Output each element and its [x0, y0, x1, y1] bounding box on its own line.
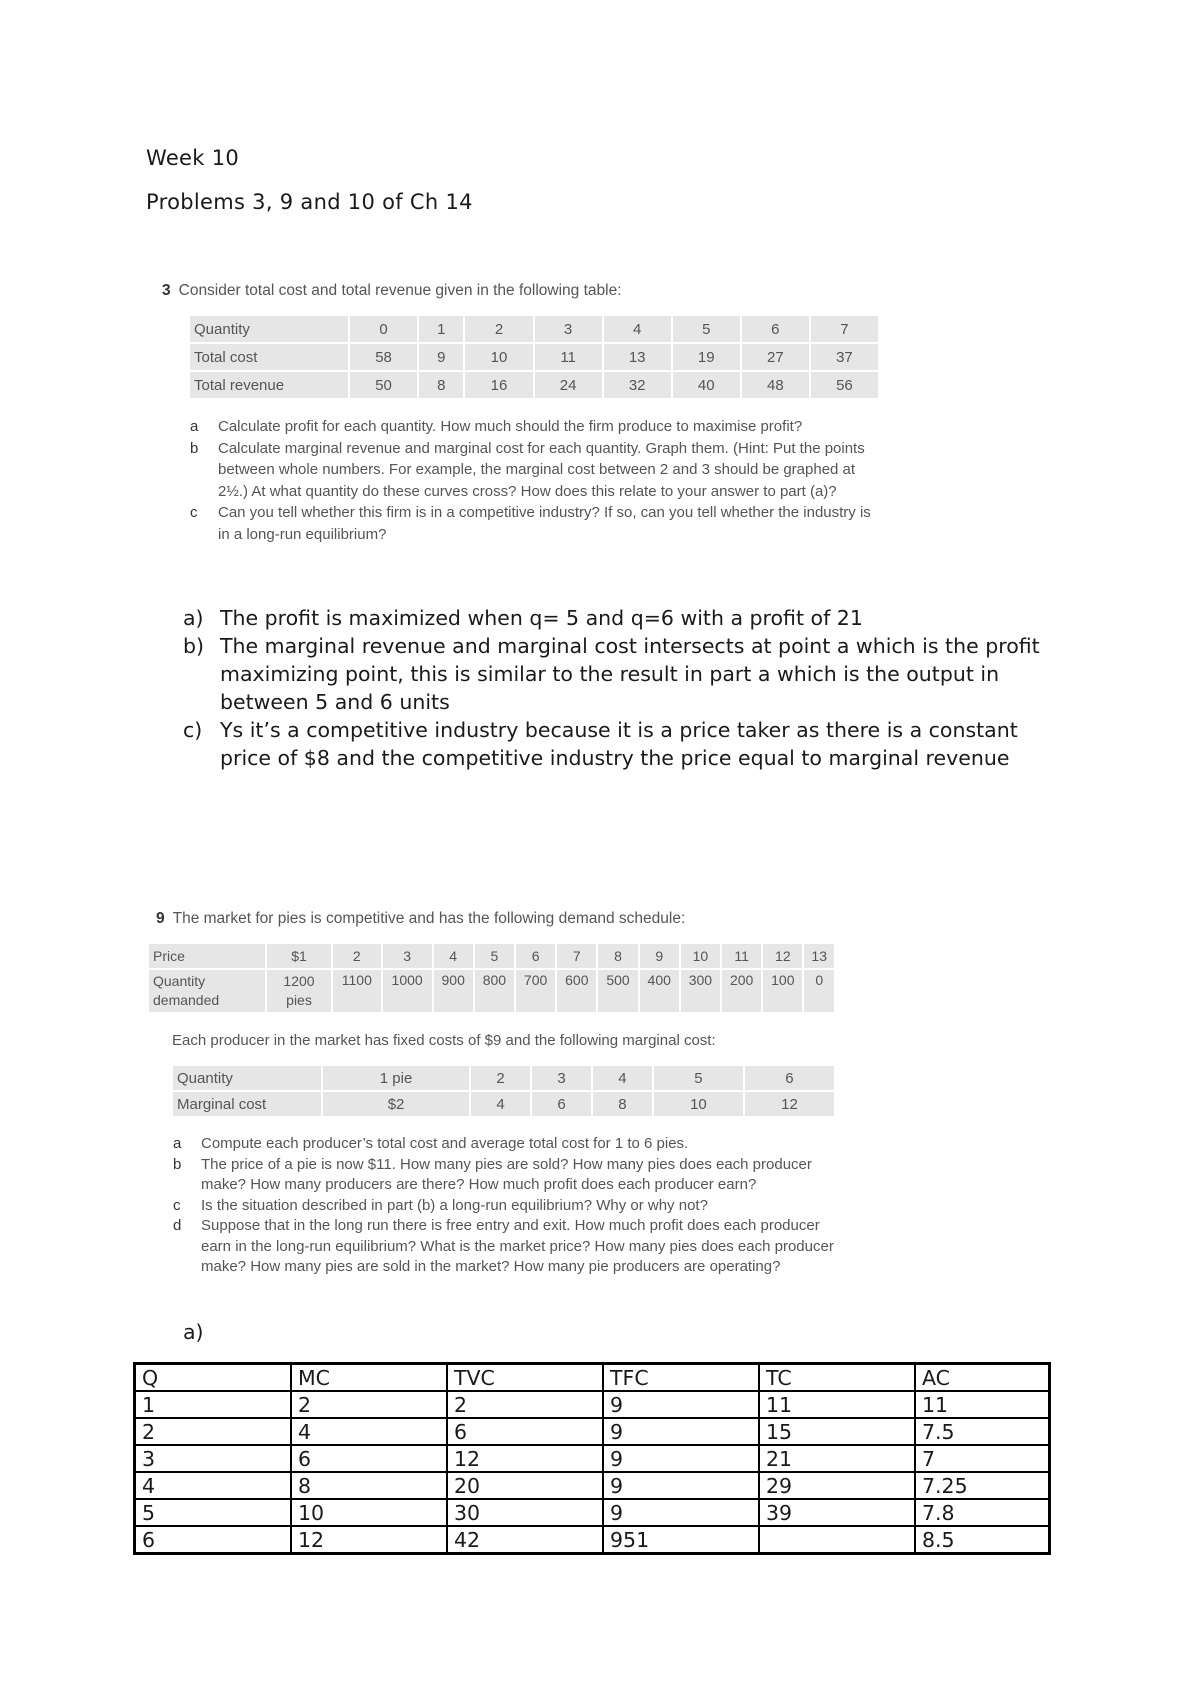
cost-cell: 15 [759, 1418, 915, 1445]
demand-quantity-row [149, 970, 834, 1012]
demand-quantity-cell: 0 [804, 970, 834, 1012]
part-text: The price of a pie is now $11. How many pies are sold? How many pies does each producer make? How many producers are there? How much profit does each producer earn? [201, 1155, 812, 1193]
demand-quantity-cell: 900 [434, 970, 473, 1012]
part-label: b [173, 1155, 182, 1173]
mc-cell: 12 [745, 1092, 834, 1116]
part-text: Calculate marginal revenue and marginal cost for each quantity. Graph them. (Hint: Put the points between whole numbers. For example, the marginal cost between 2 and 3 should be graphed at 2½.) At what quantity do these curves cross? How does this relate to your answer to part (a)? [218, 439, 865, 500]
answer-label: a) [183, 606, 204, 630]
q3-row-label: Total cost [190, 344, 348, 370]
demand-quantity-cell: 700 [516, 970, 555, 1012]
qty-label-line2: demanded [153, 992, 220, 1008]
q3-header-cell: 5 [673, 316, 740, 342]
demand-price-cell: 8 [598, 944, 637, 968]
mc-cell: 5 [654, 1066, 743, 1090]
cost-cell: 10 [291, 1499, 447, 1526]
part-text: Compute each producer’s total cost and average total cost for 1 to 6 pies. [201, 1135, 689, 1152]
cost-header-row [135, 1364, 1050, 1392]
demand-price-cell: 5 [475, 944, 514, 968]
demand-price-cell: 3 [383, 944, 432, 968]
cost-header-cell: TVC [447, 1364, 603, 1392]
cost-cell: 30 [447, 1499, 603, 1526]
q3-cell: 56 [811, 372, 878, 398]
demand-quantity-cell: 500 [598, 970, 637, 1012]
q9-demand-table [147, 942, 836, 1014]
answer-text: The profit is maximized when q= 5 and q=6 with a profit of 21 [220, 606, 863, 630]
mc-quantity-row [173, 1066, 834, 1090]
table-row [135, 1418, 1050, 1445]
cost-cell: 12 [291, 1526, 447, 1554]
cost-cell: 9 [603, 1472, 759, 1499]
mc-cell: 1 pie [323, 1066, 469, 1090]
demand-quantity-label [149, 970, 265, 1012]
cost-header-cell: TFC [603, 1364, 759, 1392]
answer-text: The marginal revenue and marginal cost intersects at point a which is the profit maximizing point, this is similar to the result in part a which is the output in between 5 and 6 units [220, 634, 1040, 714]
q3-row-label: Total revenue [190, 372, 348, 398]
q3-header-cell: 7 [811, 316, 878, 342]
cost-cell: 9 [603, 1391, 759, 1418]
mc-cell: 3 [532, 1066, 591, 1090]
cost-cell: 5 [135, 1499, 292, 1526]
demand-price-cell: 11 [722, 944, 761, 968]
q9-mc-table [171, 1064, 836, 1118]
q3-cell: 27 [742, 344, 809, 370]
demand-price-cell: 4 [434, 944, 473, 968]
q9-cost-table [133, 1362, 1051, 1555]
cost-cell: 4 [135, 1472, 292, 1499]
cost-cell: 7.8 [915, 1499, 1050, 1526]
q9-part-d [173, 1216, 843, 1278]
demand-price-label: Price [149, 944, 265, 968]
q9-number: 9 [156, 910, 165, 927]
cost-cell: 951 [603, 1526, 759, 1554]
mc-cell: 8 [593, 1092, 652, 1116]
q3-part-b [190, 438, 880, 503]
q3-answer-a [183, 604, 1063, 632]
q3-cell: 19 [673, 344, 740, 370]
table-row [135, 1472, 1050, 1499]
demand-price-cell: 9 [640, 944, 679, 968]
cost-cell: 9 [603, 1445, 759, 1472]
q3-cell: 24 [535, 372, 602, 398]
part-text: Suppose that in the long run there is free entry and exit. How much profit does each producer earn in the long-run equilibrium? What is the market price? How many pies does each producer make? How many pies are sold in the market? How many pie producers are operating? [201, 1217, 834, 1275]
demand-price-cell: 10 [681, 944, 720, 968]
answer-label: c) [183, 718, 203, 742]
q3-cell: 13 [604, 344, 671, 370]
q3-cell: 40 [673, 372, 740, 398]
mc-cell: 10 [654, 1092, 743, 1116]
demand-quantity-cell: 600 [557, 970, 596, 1012]
q3-cell: 58 [350, 344, 417, 370]
cost-cell: 8 [291, 1472, 447, 1499]
week-title: Week 10 [146, 146, 240, 170]
mc-cell: 2 [471, 1066, 530, 1090]
q9-prompt-text: The market for pies is competitive and has the following demand schedule: [172, 910, 686, 927]
q3-header-cell: Quantity [190, 316, 348, 342]
mc-cell: 6 [532, 1092, 591, 1116]
cost-cell: 9 [603, 1418, 759, 1445]
q3-cell: 50 [350, 372, 417, 398]
cost-header-cell: Q [135, 1364, 292, 1392]
demand-price-row [149, 944, 834, 968]
q3-cell: 10 [465, 344, 532, 370]
q9-fixed-cost-text: Each producer in the market has fixed costs of $9 and the following marginal cost: [172, 1032, 716, 1049]
table-row [135, 1391, 1050, 1418]
demand-price-cell: 13 [804, 944, 834, 968]
q3-header-cell: 2 [465, 316, 532, 342]
mc-row-label: Marginal cost [173, 1092, 321, 1116]
cost-cell: 2 [447, 1391, 603, 1418]
q3-part-a [190, 416, 880, 438]
q3-header-cell: 3 [535, 316, 602, 342]
q9-parts [173, 1134, 843, 1278]
mc-cost-row [173, 1092, 834, 1116]
q3-table-row [190, 372, 878, 398]
q3-header-cell: 6 [742, 316, 809, 342]
cost-cell: 11 [759, 1391, 915, 1418]
mc-cell: 4 [471, 1092, 530, 1116]
mc-cell: $2 [323, 1092, 469, 1116]
part-label: c [190, 504, 198, 521]
cost-cell: 3 [135, 1445, 292, 1472]
mc-cell: 4 [593, 1066, 652, 1090]
cost-cell: 39 [759, 1499, 915, 1526]
q3-header-cell: 0 [350, 316, 417, 342]
q9-part-b [173, 1155, 843, 1196]
cost-cell: 9 [603, 1499, 759, 1526]
part-text: Is the situation described in part (b) a long-run equilibrium? Why or why not? [201, 1196, 708, 1214]
cost-header-cell: MC [291, 1364, 447, 1392]
q3-cell: 9 [419, 344, 463, 370]
q3-answer-c [183, 716, 1063, 772]
q9-prompt [156, 910, 685, 928]
q3-cell: 11 [535, 344, 602, 370]
demand-quantity-cell: 200 [722, 970, 761, 1012]
part-label: b [190, 439, 199, 457]
demand-price-cell: 12 [763, 944, 802, 968]
cost-cell: 2 [135, 1418, 292, 1445]
q3-prompt-text: Consider total cost and total revenue given in the following table: [178, 282, 622, 299]
table-row [135, 1445, 1050, 1472]
cost-cell: 11 [915, 1391, 1050, 1418]
q9-answer-label: a) [183, 1320, 204, 1344]
cost-cell: 20 [447, 1472, 603, 1499]
qty-first-line1: 1200 [283, 973, 315, 989]
cost-cell: 12 [447, 1445, 603, 1472]
table-row [135, 1526, 1050, 1554]
answer-label: b) [183, 634, 205, 658]
problems-subtitle: Problems 3, 9 and 10 of Ch 14 [146, 190, 473, 214]
demand-price-cell: $1 [267, 944, 331, 968]
q3-cell: 48 [742, 372, 809, 398]
q3-parts [190, 416, 880, 545]
cost-cell: 6 [135, 1526, 292, 1554]
cost-cell: 1 [135, 1391, 292, 1418]
q3-table [188, 314, 880, 400]
part-label: c [173, 1196, 181, 1214]
qty-label-line1: Quantity [153, 973, 206, 989]
mc-cell: 6 [745, 1066, 834, 1090]
demand-quantity-cell: 300 [681, 970, 720, 1012]
cost-header-cell: TC [759, 1364, 915, 1392]
cost-cell: 6 [447, 1418, 603, 1445]
demand-quantity-cell: 400 [640, 970, 679, 1012]
q3-cell: 37 [811, 344, 878, 370]
cost-cell: 21 [759, 1445, 915, 1472]
cost-cell: 29 [759, 1472, 915, 1499]
part-label: d [173, 1217, 182, 1234]
demand-quantity-cell: 800 [475, 970, 514, 1012]
q9-part-a [173, 1134, 843, 1155]
demand-price-cell: 7 [557, 944, 596, 968]
cost-cell: 2 [291, 1391, 447, 1418]
q3-answers [183, 604, 1063, 772]
q9-part-c [173, 1196, 843, 1217]
q3-answer-b [183, 632, 1063, 716]
q3-number: 3 [162, 282, 171, 299]
qty-first-line2: pies [286, 992, 312, 1008]
part-text: Calculate profit for each quantity. How much should the firm produce to maximise profit? [218, 418, 803, 435]
demand-price-cell: 6 [516, 944, 555, 968]
q3-header-cell: 1 [419, 316, 463, 342]
demand-quantity-cell: 100 [763, 970, 802, 1012]
demand-price-cell: 2 [333, 944, 381, 968]
cost-cell: 6 [291, 1445, 447, 1472]
q3-prompt [162, 282, 622, 300]
answer-text: Ys it’s a competitive industry because it is a price taker as there is a constant price of $8 and the competitive industry the price equal to marginal revenue [220, 718, 1018, 770]
part-label: a [190, 418, 199, 435]
cost-header-cell: AC [915, 1364, 1050, 1392]
part-label: a [173, 1135, 182, 1152]
cost-cell: 7 [915, 1445, 1050, 1472]
q3-header-cell: 4 [604, 316, 671, 342]
part-text: Can you tell whether this firm is in a competitive industry? If so, can you tell whether the industry is in a long-run equilibrium? [218, 504, 871, 543]
cost-cell: 7.5 [915, 1418, 1050, 1445]
q3-table-row [190, 344, 878, 370]
q3-cell: 32 [604, 372, 671, 398]
cost-cell: 42 [447, 1526, 603, 1554]
demand-quantity-cell: 1100 [333, 970, 381, 1012]
table-row [135, 1499, 1050, 1526]
cost-cell: 4 [291, 1418, 447, 1445]
mc-row-label: Quantity [173, 1066, 321, 1090]
q3-table-header-row [190, 316, 878, 342]
demand-quantity-cell: 1000 [383, 970, 432, 1012]
cost-cell [759, 1526, 915, 1554]
q3-cell: 8 [419, 372, 463, 398]
demand-quantity-cell [267, 970, 331, 1012]
cost-cell: 7.25 [915, 1472, 1050, 1499]
cost-cell: 8.5 [915, 1526, 1050, 1554]
q3-part-c [190, 502, 880, 545]
q3-cell: 16 [465, 372, 532, 398]
